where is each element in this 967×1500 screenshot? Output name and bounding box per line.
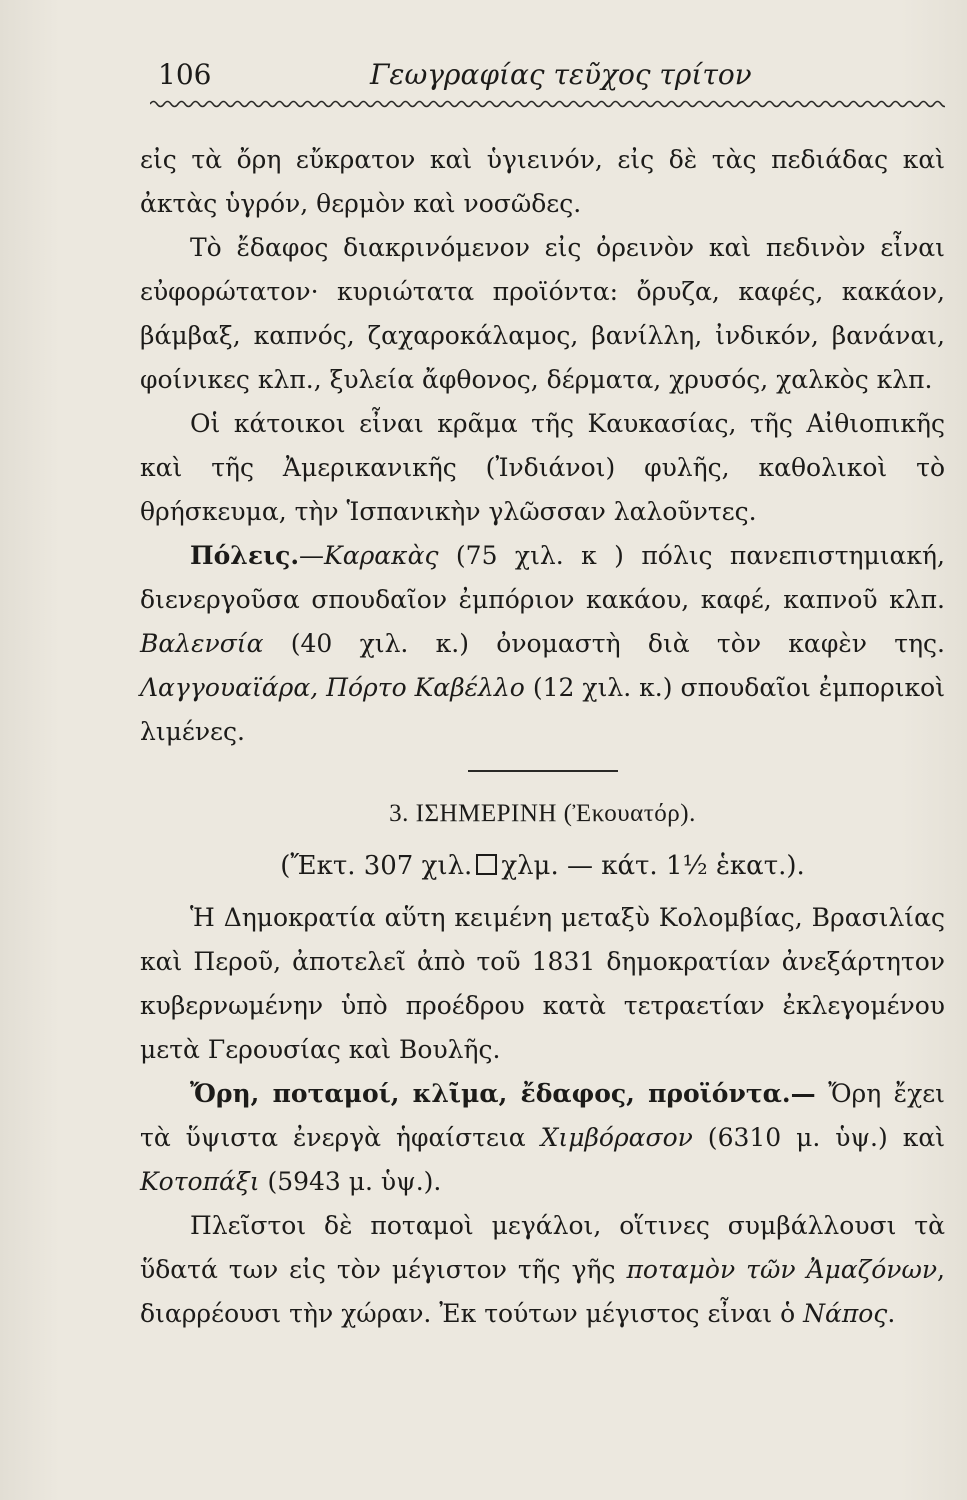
volcano-cotopaxi: Κοτοπάξι: [140, 1167, 260, 1196]
stats-area: (Ἔκτ. 307 χιλ.: [280, 851, 473, 881]
paragraph-republic: Ἡ Δημοκρατία αὕτη κειμένη μεταξὺ Κολομβίας, Βρασιλίας καὶ Περοῦ, ἀποτελεῖ ἀπὸ τοῦ 1831 δημοκρατίαν ἀνεξάρτητον κυβερνωμένην ὑπὸ προέδρου κατὰ τετραετίαν ἐκλεγομένου μετὰ Γερουσίας καὶ Βουλῆς.: [140, 903, 945, 1064]
ports-description: (12 χιλ. κ.) σπουδαῖοι ἐμπορικοὶ λιμένες.: [140, 673, 946, 746]
stats-rest: χλμ. — κάτ. 1½ ἑκατ.).: [501, 851, 805, 881]
volcano-chimborazo: Χιμβόρασον: [540, 1123, 693, 1152]
paragraph-climate-end: εἰς τὰ ὄρη εὔκρατον καὶ ὑγιεινόν, εἰς δὲ τὰς πεδιάδας καὶ ἀκτὰς ὑγρόν, θερμὸν καὶ νοσῶδες.: [140, 145, 945, 218]
wavy-header-rule: [150, 98, 945, 110]
paragraph-inhabitants: Οἱ κάτοικοι εἶναι κρᾶμα τῆς Καυκασίας, τῆς Αἰθιοπικῆς καὶ τῆς Ἀμερικανικῆς (Ἰνδιάνοι) φυλῆς, καθολικοὶ τὸ θρήσκευμα, τὴν Ἱσπανικὴν γλῶσσαν λαλοῦντες.: [140, 409, 945, 526]
city-valencia: Βαλενσία: [140, 629, 264, 658]
river-napo: Νάπος: [803, 1299, 888, 1328]
mountains-text-b: (6310 μ. ὑψ.) καὶ: [692, 1123, 945, 1152]
section-stats: [140, 844, 945, 888]
valencia-description: (40 χιλ. κ.) ὀνομαστὴ διὰ τὸν καφὲν της.: [263, 629, 945, 658]
square-symbol-icon: [476, 854, 497, 875]
section-separator: [468, 770, 618, 772]
paragraph-soil-products: Τὸ ἔδαφος διακρινόμενον εἰς ὀρεινὸν καὶ πεδινὸν εἶναι εὐφορώτατον· κυριώτατα προϊόντα: ὄρυζα, καφές, κακάον, βάμβαξ, καπνός, ζαχαροκάλαμος, βανίλλη, ἰνδικόν, βανάναι, φοίνικες κλπ., ξυλεία ἄφθονος, δέρματα, χρυσός, χαλκὸς κλπ.: [140, 233, 945, 394]
river-amazon: ποταμὸν τῶν Ἀμαζόνων: [626, 1255, 938, 1284]
city-laguaira-portocabello: Λαγγουαϊάρα, Πόρτο Καβέλλο: [140, 673, 525, 702]
rivers-text-c: .: [887, 1299, 896, 1328]
paragraph-rivers: [140, 1204, 945, 1336]
page-header: [150, 58, 760, 98]
paragraph-mountains-heading: [140, 1072, 945, 1204]
mountains-text-a: Ὄρη ἔχει τὰ ὕψιστα ἐνεργὰ ἡφαίστεια: [140, 1079, 945, 1152]
page-body: [140, 138, 945, 1336]
paragraph-cities: [140, 534, 945, 754]
caracas-description: (75 χιλ. κ ) πόλις πανεπιστημιακή, διενεργοῦσα σπουδαῖον ἐμπόριον κακάου, καφέ, καπνοῦ κλπ.: [140, 541, 945, 614]
running-title: Γεωγραφίας τεῦχος τρίτον: [370, 58, 752, 91]
mountains-heading: Ὄρη, ποταμοί, κλῖμα, ἔδαφος, προϊόντα.—: [190, 1079, 816, 1108]
section-title-ecuador: 3. ΙΣΗΜΕΡΙΝΗ (Ἐκουατόρ).: [389, 800, 696, 827]
mountains-text-c: (5943 μ. ὑψ.).: [259, 1167, 442, 1196]
cities-label: Πόλεις.: [190, 541, 300, 570]
rivers-text-a: Πλεῖστοι δὲ ποταμοὶ μεγάλοι, οἵτινες συμβάλλουσι τὰ ὕδατά των εἰς τὸν μέγιστον τῆς γῆς: [140, 1211, 945, 1284]
city-caracas: Καρακὰς: [324, 541, 439, 570]
cities-dash: —: [299, 541, 325, 570]
page-number: 106: [158, 58, 212, 91]
rivers-text-b: , διαρρέουσι τὴν χώραν. Ἐκ τούτων μέγιστος εἶναι ὁ: [140, 1255, 945, 1328]
